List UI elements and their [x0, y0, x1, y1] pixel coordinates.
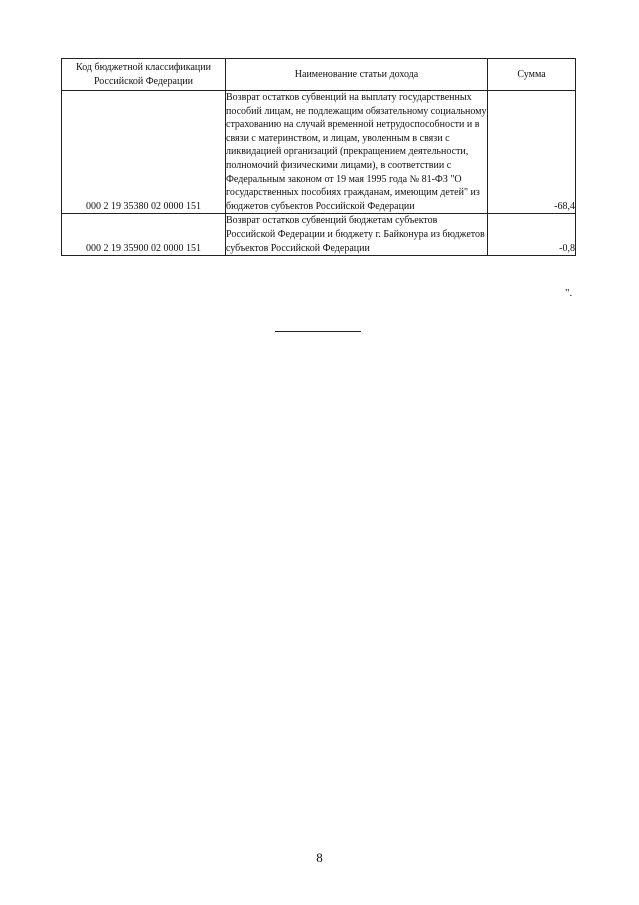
- closing-quote-mark: ".: [565, 287, 573, 299]
- page-number: 8: [316, 850, 323, 865]
- header-name: Наименование статьи дохода: [226, 59, 488, 91]
- row-name: Возврат остатков субвенций на выплату государственных пособий лицам, не подлежащим обязательному социальному страхованию на случай временной нетрудоспособности и в связи с материнством, и лицам, уволенным в связи с ликвидацией организаций (прекращением деятельности, полномочий физическими лицами), в соответствии с Федеральным законом от 19 мая 1995 года № 81-ФЗ "О государственных пособиях гражданам, имеющим детей" из бюджетов субъектов Российской Федерации: [226, 91, 488, 214]
- revenue-table: [61, 58, 576, 256]
- row-sum: -68,4: [488, 91, 576, 214]
- row-code: 000 2 19 35900 02 0000 151: [62, 214, 226, 256]
- header-sum: Сумма: [488, 59, 576, 91]
- row-name: Возврат остатков субвенций бюджетам субъектов Российской Федерации и бюджету г. Байконура из бюджетов субъектов Российской Федерации: [226, 214, 488, 256]
- row-sum: -0,8: [488, 214, 576, 256]
- table-row: [62, 91, 576, 214]
- table-header-row: [62, 59, 576, 91]
- header-code: Код бюджетной классификации Российской Федерации: [62, 59, 226, 91]
- row-code: 000 2 19 35380 02 0000 151: [62, 91, 226, 214]
- separator-line: [275, 331, 361, 332]
- table-row: [62, 214, 576, 256]
